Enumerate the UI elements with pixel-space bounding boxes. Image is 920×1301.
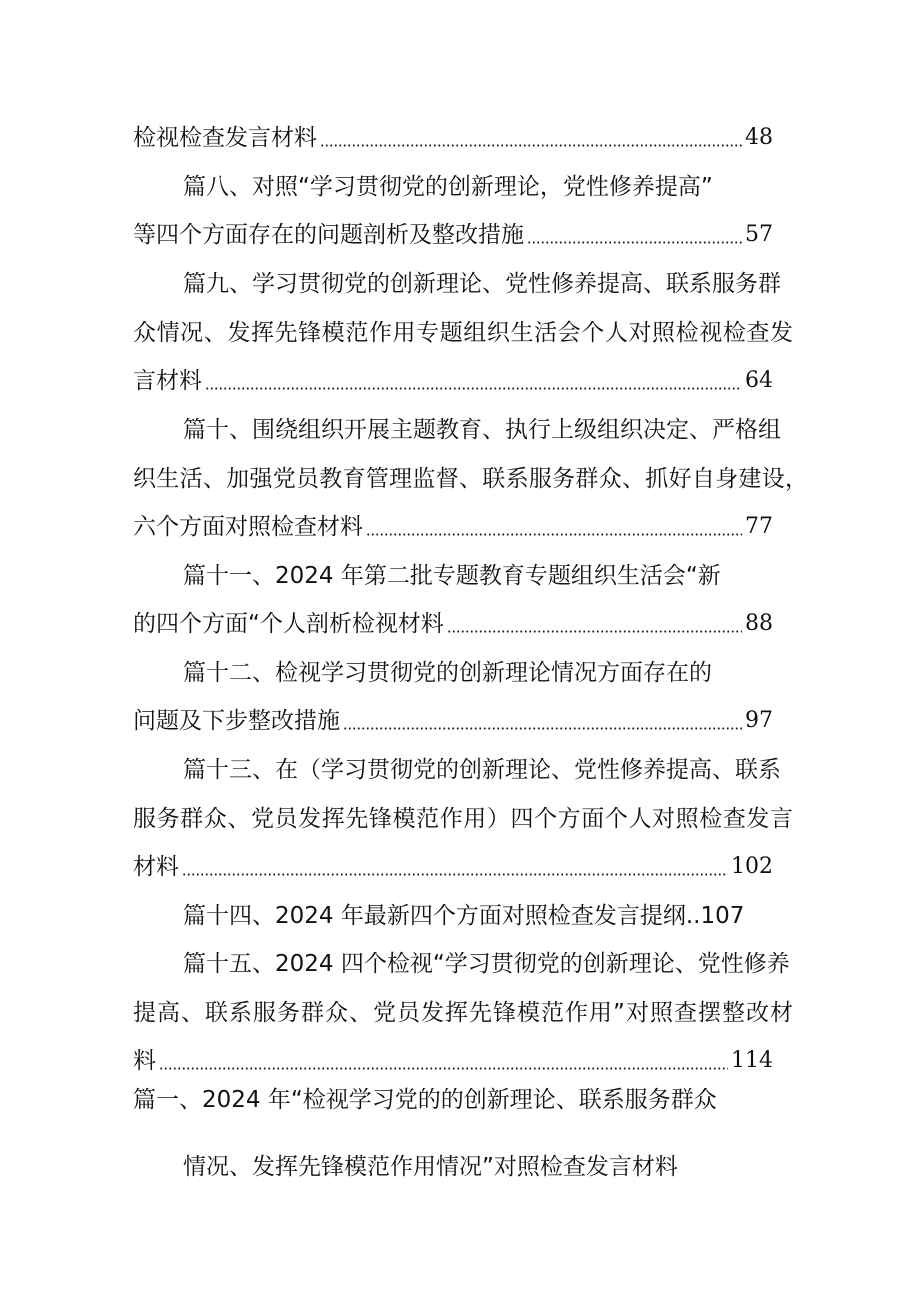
toc-page-number: 102: [731, 854, 773, 879]
toc-entry-prev-last-line[interactable]: [133, 118, 773, 158]
toc-entry-p13-line[interactable]: 篇十三、在（学习贯彻党的创新理论、党性修养提高、联系: [183, 757, 781, 783]
toc-leader-dots: [182, 873, 728, 876]
toc-entry-p12-last-line[interactable]: [133, 701, 773, 741]
toc-entry-p11-line[interactable]: 篇十一、2024 年第二批专题教育专题组织生活会“新: [183, 563, 721, 589]
toc-entry-p9-line[interactable]: 篇九、学习贯彻党的创新理论、党性修养提高、联系服务群: [183, 271, 781, 297]
toc-entry-text: 六个方面对照检查材料: [133, 514, 363, 540]
toc-leader-dots: [447, 630, 742, 633]
toc-entry-text: 言材料: [133, 368, 202, 394]
toc-entry-p8-line[interactable]: 篇八、对照“学习贯彻党的创新理论，党性修养提高”: [183, 174, 713, 200]
toc-page-number: 64: [745, 368, 773, 393]
toc-page-number: 114: [731, 1048, 773, 1073]
toc-entry-text: 料: [133, 1048, 156, 1074]
toc-entry-p14-line[interactable]: 篇十四、2024 年最新四个方面对照检查发言提纲..107: [183, 903, 745, 929]
section-heading-line-1: 篇一、2024 年“检视学习党的的创新理论、联系服务群众: [133, 1087, 717, 1113]
toc-leader-dots: [205, 387, 742, 390]
toc-leader-dots: [159, 1067, 728, 1070]
toc-entry-p10-last-line[interactable]: [133, 507, 773, 547]
toc-entry-p13-last-line[interactable]: [133, 847, 773, 887]
section-heading-line-2: 情况、发挥先锋模范作用情况”对照检查发言材料: [183, 1154, 678, 1180]
toc-entry-p12-line[interactable]: 篇十二、检视学习贯彻党的创新理论情况方面存在的: [183, 660, 712, 686]
toc-entry-text: 的四个方面“个人剖析检视材料: [133, 611, 444, 637]
toc-entry-p15-line[interactable]: 篇十五、2024 四个检视“学习贯彻党的创新理论、党性修养: [183, 951, 790, 977]
toc-page-number: 77: [745, 514, 773, 539]
toc-entry-p10-line[interactable]: 织生活、加强党员教育管理监督、联系服务群众、抓好自身建设，: [133, 466, 808, 492]
toc-leader-dots: [366, 533, 742, 536]
toc-page-number: 88: [745, 611, 773, 636]
toc-entry-text: 问题及下步整改措施: [133, 708, 340, 734]
toc-entry-text: 等四个方面存在的问题剖析及整改措施: [133, 222, 524, 248]
toc-entry-p15-last-line[interactable]: [133, 1041, 773, 1081]
toc-page-number: 97: [745, 708, 773, 733]
toc-entry-text: 材料: [133, 854, 179, 880]
toc-page-number: 57: [745, 222, 773, 247]
toc-leader-dots: [343, 727, 742, 730]
toc-entry-text: 检视检查发言材料: [133, 125, 317, 151]
toc-entry-p9-last-line[interactable]: [133, 361, 773, 401]
toc-entry-p13-line[interactable]: 服务群众、党员发挥先锋模范作用）四个方面个人对照检查发言: [133, 806, 793, 832]
toc-entry-p15-line[interactable]: 提高、联系服务群众、党员发挥先锋模范作用”对照查摆整改材: [133, 1000, 793, 1026]
toc-entry-p9-line[interactable]: 众情况、发挥先锋模范作用专题组织生活会个人对照检视检查发: [133, 320, 793, 346]
toc-entry-p10-line[interactable]: 篇十、围绕组织开展主题教育、执行上级组织决定、严格组: [183, 417, 781, 443]
toc-page-number: 48: [745, 125, 773, 150]
toc-entry-p8-last-line[interactable]: [133, 215, 773, 255]
toc-leader-dots: [320, 144, 742, 147]
toc-leader-dots: [527, 241, 742, 244]
toc-entry-p11-last-line[interactable]: [133, 604, 773, 644]
